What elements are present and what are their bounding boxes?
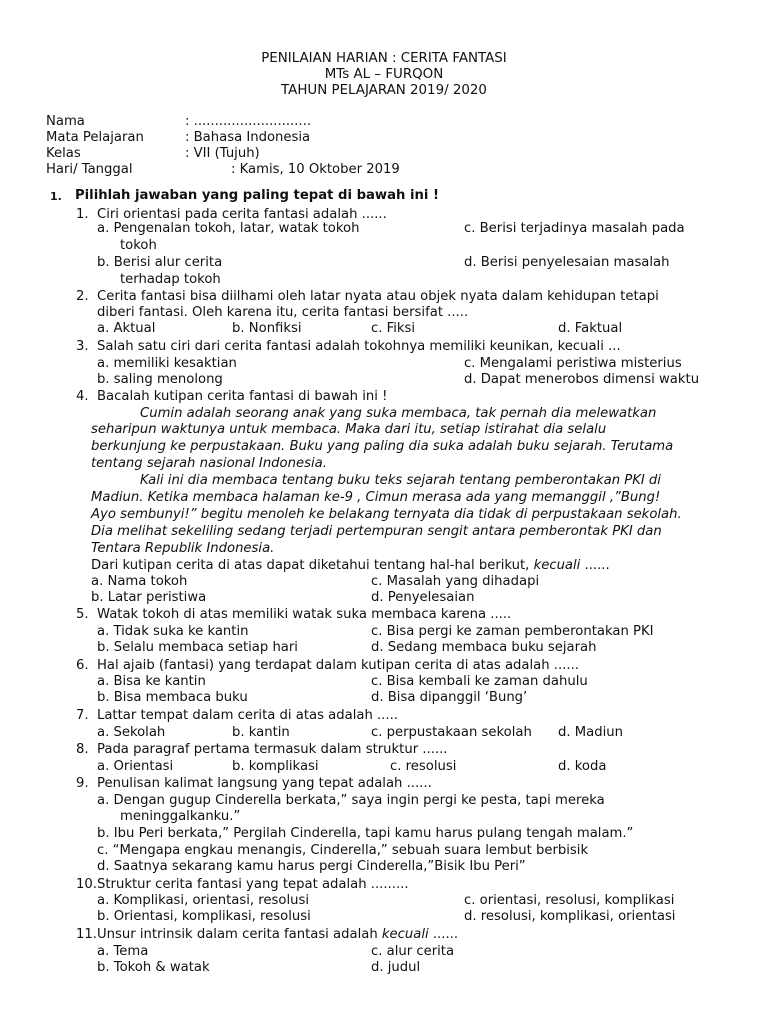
q6-option-b: b. Bisa membaca buku [97,690,248,705]
q2-option-b: b. Nonfiksi [232,321,302,336]
info-value-kelas: : VII (Tujuh) [185,146,260,161]
q2-option-d: d. Faktual [558,321,623,336]
q4-prompt: Dari kutipan cerita di atas dapat diketahui tentang hal-hal berikut, kecuali ...... [91,558,610,573]
q8-option-c: c. resolusi [390,759,457,774]
q4-passage-line: Ayo sembunyi!” begitu menoleh ke belakang ternyata dia tidak di perpustakaan sekolah. [91,507,682,522]
q4-passage-line: Tentara Republik Indonesia. [91,541,275,556]
q4-passage-line: Dia melihat sekeliling sedang terjadi pertempuran sengit antara pemberontak PKI dan [91,524,662,539]
q6-number: 6. [76,658,89,673]
q9-option-a-cont: meninggalkanku.” [120,809,241,824]
q7-option-c: c. perpustakaan sekolah [371,725,532,740]
q5-option-b: b. Selalu membaca setiap hari [97,640,298,655]
q11-text-emphasis: kecuali [381,927,429,942]
q6-option-c: c. Bisa kembali ke zaman dahulu [371,674,588,689]
info-label-tanggal: Hari/ Tanggal [46,162,133,177]
q2-option-a: a. Aktual [97,321,156,336]
q4-option-d: d. Penyelesaian [371,590,475,605]
q9-option-d: d. Saatnya sekarang kamu harus pergi Cinderella,”Bisik Ibu Peri” [97,859,526,874]
q10-option-c: c. orientasi, resolusi, komplikasi [464,893,675,908]
q9-text: Penulisan kalimat langsung yang tepat adalah ...... [97,776,432,791]
q7-option-b: b. kantin [232,725,290,740]
q3-option-d: d. Dapat menerobos dimensi waktu [464,372,700,387]
q11-option-a: a. Tema [97,944,149,959]
q8-option-d: d. koda [558,759,607,774]
q4-passage-line: Madiun. Ketika membaca halaman ke-9 , Cimun merasa ada yang memanggil ,”Bung! [91,490,661,505]
q4-passage-line: seharipun waktunya untuk membaca. Maka dari itu, setiap istirahat dia selalu [91,422,607,437]
q4-prompt-emphasis: kecuali [533,558,581,573]
q5-number: 5. [76,607,89,622]
info-value-tanggal: : Kamis, 10 Oktober 2019 [231,162,400,177]
q4-number: 4. [76,389,89,404]
q6-option-a: a. Bisa ke kantin [97,674,206,689]
q9-option-b: b. Ibu Peri berkata,” Pergilah Cinderella, tapi kamu harus pulang tengah malam.” [97,826,634,841]
q10-option-d: d. resolusi, komplikasi, orientasi [464,909,676,924]
info-value-mapel: : Bahasa Indonesia [185,130,311,145]
q5-option-a: a. Tidak suka ke kantin [97,624,249,639]
q1-text: Ciri orientasi pada cerita fantasi adalah ...... [97,207,387,222]
q4-option-b: b. Latar peristiwa [91,590,207,605]
q10-text: Struktur cerita fantasi yang tepat adalah ......... [97,877,409,892]
q5-text: Watak tokoh di atas memiliki watak suka membaca karena ..... [97,607,512,622]
q10-number: 10. [76,877,97,892]
q4-text: Bacalah kutipan cerita fantasi di bawah ini ! [97,389,388,404]
q3-option-a: a. memiliki kesaktian [97,356,237,371]
q9-number: 9. [76,776,89,791]
q11-option-c: c. alur cerita [371,944,455,959]
q4-passage-line: tentang sejarah nasional Indonesia. [91,456,327,471]
section-title: Pilihlah jawaban yang paling tepat di bawah ini ! [75,188,440,203]
q3-text: Salah satu ciri dari cerita fantasi adalah tokohnya memiliki keunikan, kecuali ... [97,339,621,354]
q4-passage-line: berkunjung ke perpustakaan. Buku yang paling dia suka adalah buku sejarah. Terutama [91,439,674,454]
q8-text: Pada paragraf pertama termasuk dalam struktur ...... [97,742,448,757]
info-value-nama: : ............................ [185,114,312,129]
q5-option-c: c. Bisa pergi ke zaman pemberontakan PKI [371,624,654,639]
q11-option-b: b. Tokoh & watak [97,960,210,975]
q8-option-b: b. komplikasi [232,759,319,774]
q1-option-c: c. Berisi terjadinya masalah pada [464,221,685,236]
q10-option-a: a. Komplikasi, orientasi, resolusi [97,893,310,908]
q9-option-a: a. Dengan gugup Cinderella berkata,” saya ingin pergi ke pesta, tapi mereka [97,793,605,808]
q1-option-a: a. Pengenalan tokoh, latar, watak tokoh [97,221,360,236]
q11-number: 11. [76,927,97,942]
info-label-kelas: Kelas [46,146,81,161]
q3-option-b: b. saling menolong [97,372,223,387]
q4-option-a: a. Nama tokoh [91,574,188,589]
info-label-mapel: Mata Pelajaran [46,130,144,145]
q1-number: 1. [76,207,89,222]
q7-text: Lattar tempat dalam cerita di atas adalah ..... [97,708,398,723]
q2-number: 2. [76,289,89,304]
q11-text: Unsur intrinsik dalam cerita fantasi adalah kecuali ...... [97,927,459,942]
header-year: TAHUN PELAJARAN 2019/ 2020 [281,83,487,98]
q11-option-d: d. judul [371,960,421,975]
q2-text: Cerita fantasi bisa diilhami oleh latar nyata atau objek nyata dalam kehidupan tetapi [97,289,659,304]
q6-text: Hal ajaib (fantasi) yang terdapat dalam kutipan cerita di atas adalah ...... [97,658,579,673]
header-school: MTs AL – FURQON [324,67,444,82]
q5-option-d: d. Sedang membaca buku sejarah [371,640,597,655]
q8-number: 8. [76,742,89,757]
q7-option-d: d. Madiun [558,725,623,740]
section-number: 1. [50,190,62,203]
header-title: PENILAIAN HARIAN : CERITA FANTASI [261,51,507,66]
q1-option-b-cont: terhadap tokoh [120,272,221,287]
q8-option-a: a. Orientasi [97,759,174,774]
q1-option-d: d. Berisi penyelesaian masalah [464,255,670,270]
q9-option-c: c. “Mengapa engkau menangis, Cinderella,” sebuah suara lembut berbisik [97,843,589,858]
info-label-nama: Nama [46,114,85,129]
q2-text-cont: diberi fantasi. Oleh karena itu, cerita fantasi bersifat ..... [97,305,469,320]
q4-option-c: c. Masalah yang dihadapi [371,574,540,589]
q2-option-c: c. Fiksi [371,321,416,336]
q6-option-d: d. Bisa dipanggil ‘Bung’ [371,690,528,705]
q10-option-b: b. Orientasi, komplikasi, resolusi [97,909,311,924]
q7-number: 7. [76,708,89,723]
q3-option-c: c. Mengalami peristiwa misterius [464,356,682,371]
q7-option-a: a. Sekolah [97,725,166,740]
q1-option-a-cont: tokoh [120,238,157,253]
q4-passage-line: Kali ini dia membaca tentang buku teks sejarah tentang pemberontakan PKI di [140,473,661,488]
q1-option-b: b. Berisi alur cerita [97,255,223,270]
q3-number: 3. [76,339,89,354]
q4-passage-line: Cumin adalah seorang anak yang suka membaca, tak pernah dia melewatkan [140,406,657,421]
